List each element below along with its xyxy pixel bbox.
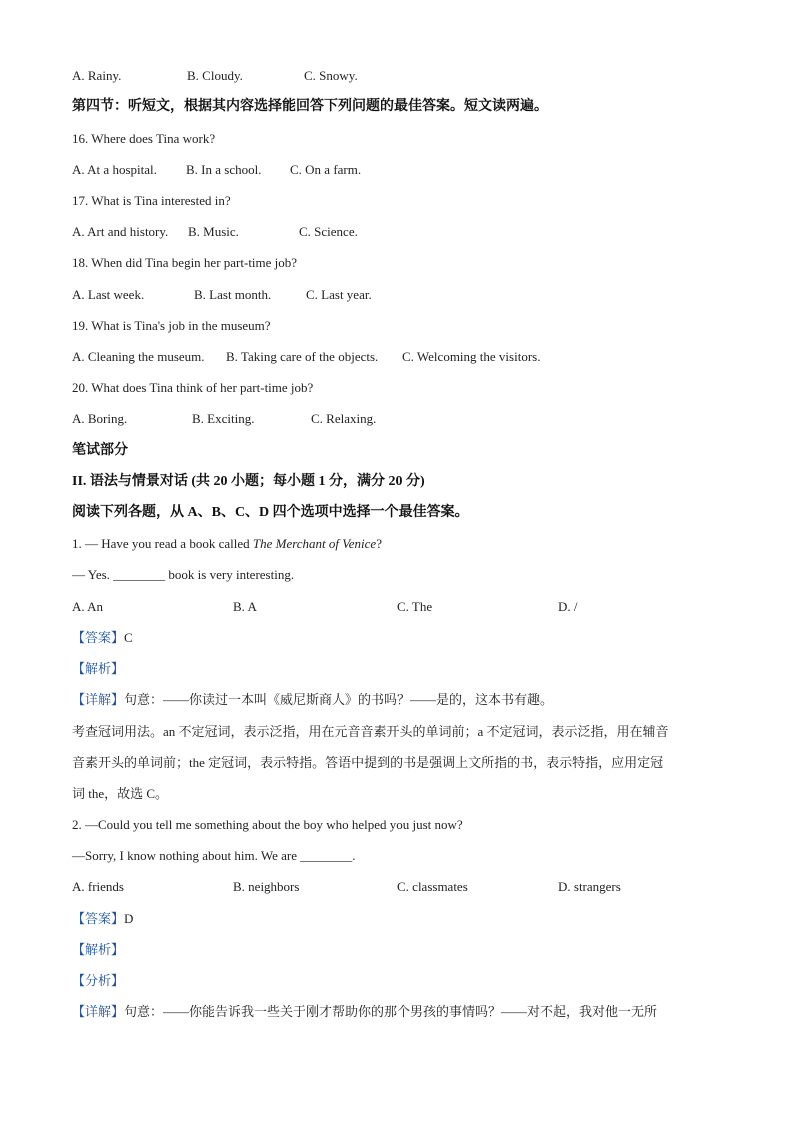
explanation-line-3: 词 the，故选 C。 [72,786,169,801]
grammar-question-1-reply: — Yes. ________ book is very interesting. [72,567,295,582]
option-b: B. Last month. [194,287,272,302]
detail-line [72,1003,657,1021]
option-b: B. Taking care of the objects. [226,349,379,364]
detail-line [72,691,553,709]
question-19-stem: 19. What is Tina's job in the museum? [72,318,271,333]
question-17-stem: 17. What is Tina interested in? [72,193,231,208]
option-b: B. neighbors [233,879,300,894]
written-section-heading: 笔试部分 [72,443,128,458]
option-a: A. An [72,599,104,614]
option-d: D. strangers [558,879,621,894]
option-c: C. Snowy. [304,68,358,83]
option-a: A. Last week. [72,287,145,302]
option-b: B. In a school. [186,162,262,177]
grammar-question-2-stem: 2. —Could you tell me something about the boy who helped you just now? [72,817,463,832]
explanation-line-1: 考查冠词用法。an 不定冠词，表示泛指，用在元音音素开头的单词前；a 不定冠词，表示泛指，用在辅音 [72,724,669,739]
option-a: A. Cleaning the museum. [72,349,205,364]
stem-end: ? [376,536,382,551]
question-18-stem: 18. When did Tina begin her part-time job? [72,255,298,270]
option-c: C. Science. [299,224,358,239]
option-c: C. Welcoming the visitors. [402,349,541,364]
option-b: B. A [233,599,257,614]
option-b: B. Cloudy. [187,68,243,83]
option-c: C. The [397,599,433,614]
answer-line [72,629,133,647]
question-20-stem: 20. What does Tina think of her part-time job? [72,380,314,395]
option-b: B. Music. [188,224,239,239]
option-a: A. Art and history. [72,224,169,239]
analysis-tag: 【解析】 [72,661,125,676]
detail-text: 句意：——你读过一本叫《威尼斯商人》的书吗？——是的，这本书有趣。 [124,692,554,707]
option-c: C. Relaxing. [311,411,377,426]
question-16-stem: 16. Where does Tina work? [72,131,216,146]
detail-tag: 【详解】 [72,692,125,707]
part-2-heading: II. 语法与情景对话 (共 20 小题；每小题 1 分，满分 20 分) [72,474,425,489]
book-title: The Merchant of Venice [252,536,377,551]
part-2-instructions: 阅读下列各题，从 A、B、C、D 四个选项中选择一个最佳答案。 [72,505,469,520]
option-a: A. Rainy. [72,68,122,83]
answer-value: D [124,911,134,926]
option-c: C. On a farm. [290,162,362,177]
option-c: C. Last year. [306,287,372,302]
stem-text: 1. — Have you read a book called [72,536,253,551]
option-a: A. At a hospital. [72,162,157,177]
answer-tag: 【答案】 [72,630,125,645]
analysis-tag: 【解析】 [72,942,125,957]
option-b: B. Exciting. [192,411,255,426]
option-a: A. friends [72,879,124,894]
answer-value: C [124,630,133,645]
fenxi-tag: 【分析】 [72,973,125,988]
detail-text: 句意：——你能告诉我一些关于刚才帮助你的那个男孩的事情吗？——对不起，我对他一无所 [124,1004,658,1019]
option-d: D. / [558,599,578,614]
grammar-question-1-stem [72,535,382,553]
detail-tag: 【详解】 [72,1004,125,1019]
section-4-heading: 第四节：听短文，根据其内容选择能回答下列问题的最佳答案。短文读两遍。 [72,99,548,114]
answer-line [72,910,133,928]
explanation-line-2: 音素开头的单词前；the 定冠词，表示特指。答语中提到的书是强调上文所指的书，表示特指，应用定冠 [72,755,664,770]
grammar-question-2-reply: —Sorry, I know nothing about him. We are ________. [72,848,356,863]
option-a: A. Boring. [72,411,128,426]
answer-tag: 【答案】 [72,911,125,926]
option-c: C. classmates [397,879,468,894]
